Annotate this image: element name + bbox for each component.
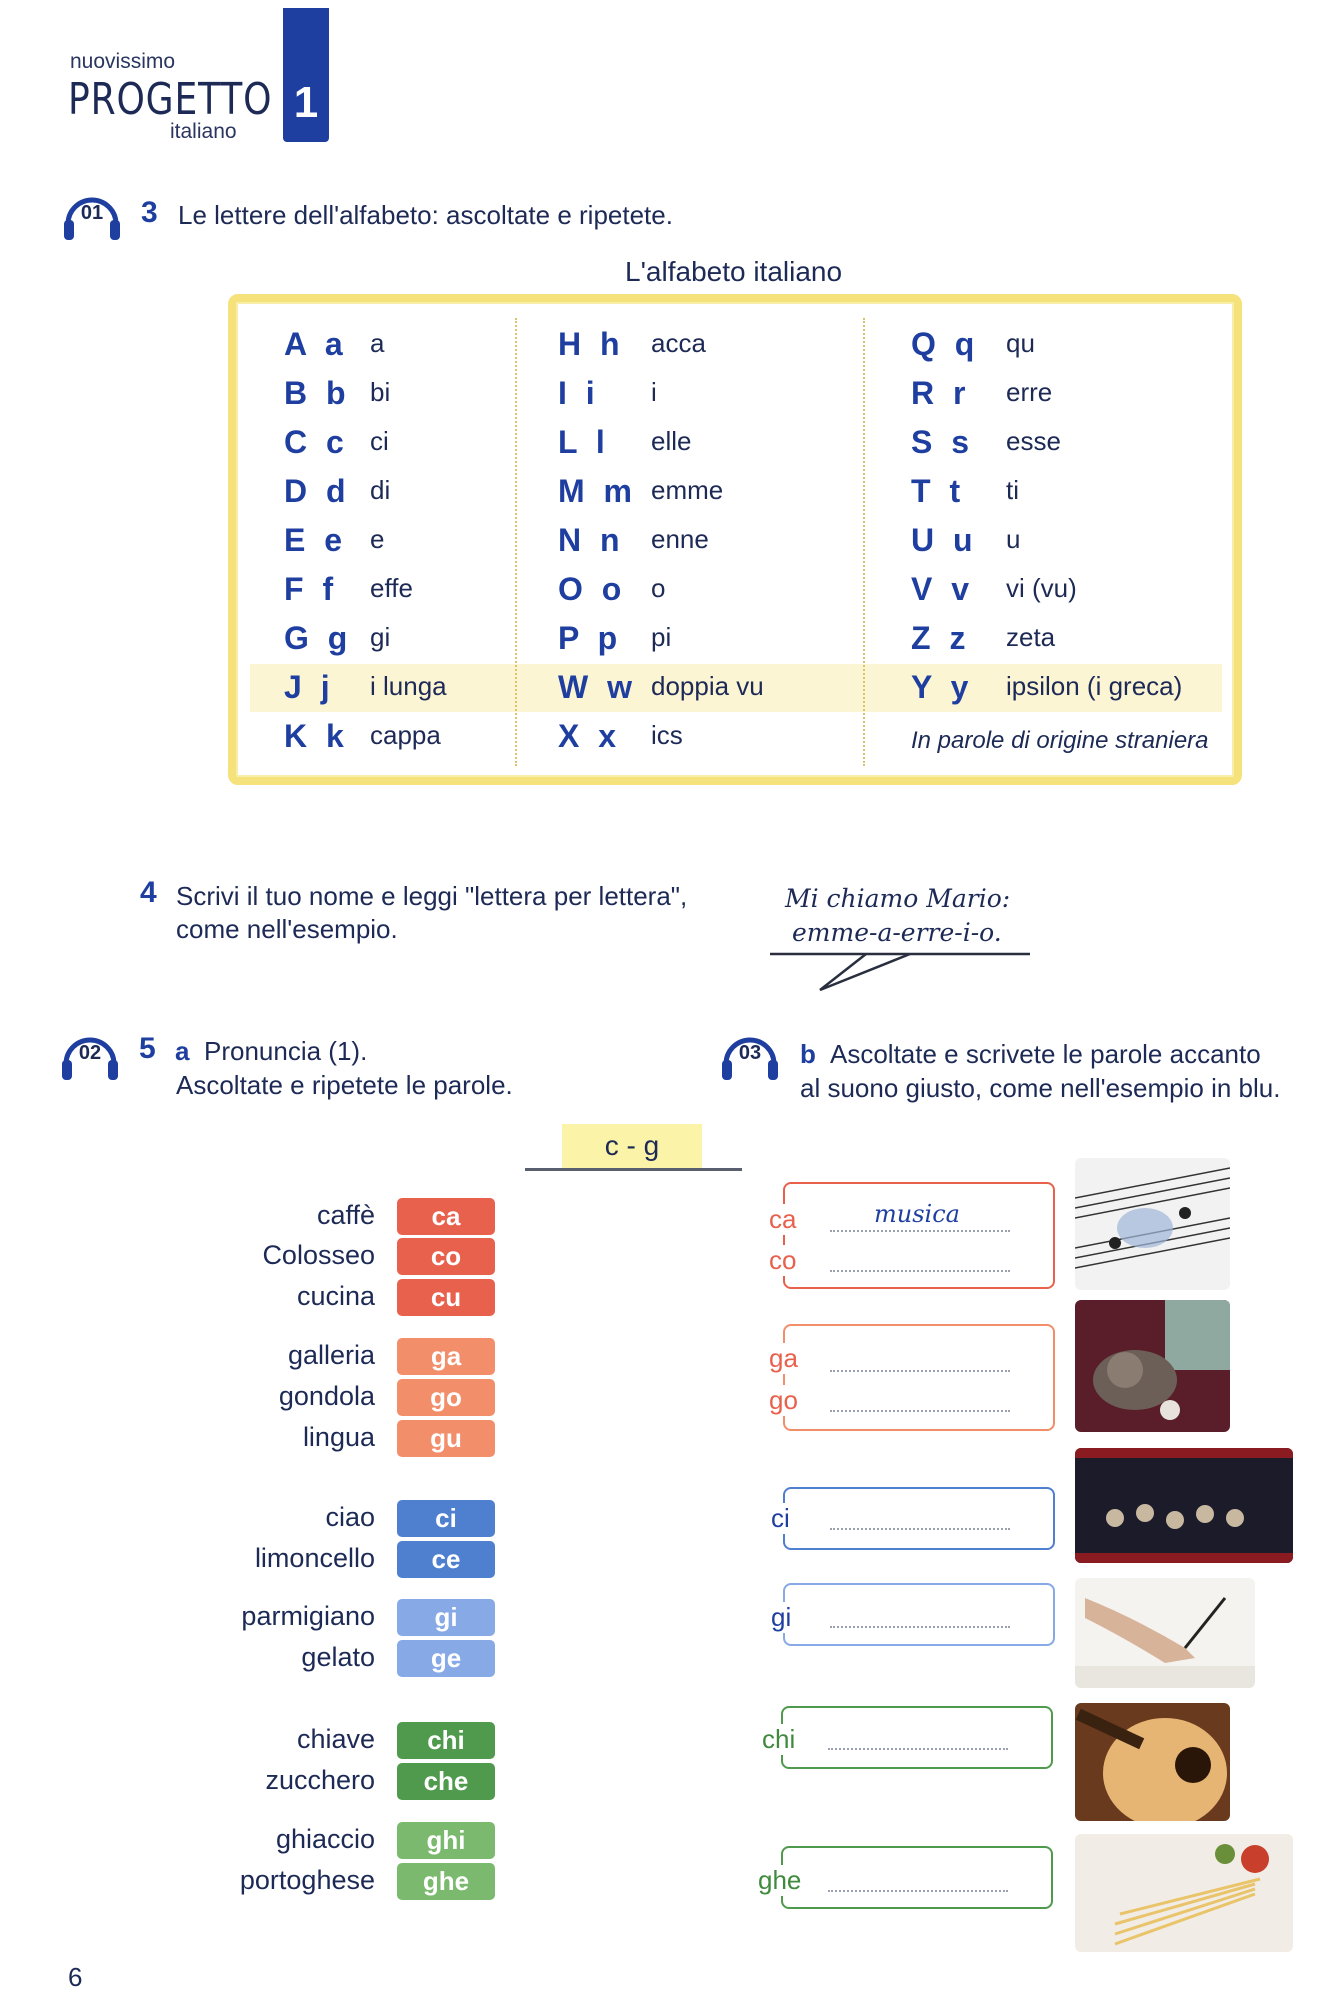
letter-name: o [651,573,666,603]
letter-name: esse [1006,426,1061,456]
letter-name: pi [651,622,672,652]
word: ghiaccio [275,1824,375,1854]
letter-name: i lunga [370,671,447,701]
theatre-photo [1075,1448,1293,1563]
syllable-label: ci [771,1503,790,1533]
hand-writing-photo [1075,1578,1255,1688]
spaghetti-photo [1075,1834,1293,1952]
answer-box [783,1324,1055,1431]
answer-box [781,1706,1053,1769]
syllable-chip: chi [397,1722,495,1759]
letter: Q q [911,326,980,362]
letter: F f [284,571,339,607]
letter-name: u [1006,524,1021,554]
letter: E e [284,522,348,558]
letter: W w [558,669,637,705]
letter-name: vi (vu) [1006,573,1077,603]
syllable-chip: ga [397,1338,495,1375]
letter: A a [284,326,348,362]
letter-name: emme [651,475,724,505]
syllable-label: ghe [758,1865,802,1895]
letter: I i [558,375,600,411]
syllable-label: gi [771,1602,792,1632]
syllable-chip: cu [397,1279,495,1316]
syllable-chip: ge [397,1640,495,1677]
letter: R r [911,375,971,411]
answer-line[interactable] [830,1626,1010,1628]
answer-line[interactable] [830,1370,1010,1372]
letter: S s [911,424,975,460]
letter: P p [558,620,623,656]
track-number: 02 [78,1042,102,1064]
column-divider [863,318,865,766]
speech-bubble-line: Mi chiamo Mario: [785,884,1011,913]
letter-name: acca [651,328,706,358]
letter-name: zeta [1006,622,1056,652]
kitten-photo [1075,1300,1230,1432]
letter-name: elle [651,426,692,456]
exercise-instruction-cont: al suono giusto, come nell'esempio in blu. [800,1073,1281,1103]
exercise-instruction: Ascoltate e scrivete le parole accanto [830,1039,1261,1069]
track-number: 03 [738,1042,762,1064]
letter: Z z [911,620,971,656]
letter-name: a [370,328,385,358]
letter: C c [284,424,349,460]
letter-name: i [651,377,657,407]
letter: O o [558,571,627,607]
letter-name: ti [1006,475,1019,505]
answer-box [783,1182,1055,1289]
exercise-number: 3 [141,196,158,229]
word: limoncello [254,1543,375,1573]
letter: Y y [911,669,974,705]
letter: T t [911,473,966,509]
word: caffè [316,1200,375,1230]
sheet-music-photo [1075,1158,1230,1290]
answer-line[interactable] [828,1748,1008,1750]
letter-name: e [370,524,385,554]
answer-line[interactable] [830,1528,1010,1530]
letter-name: erre [1006,377,1053,407]
answer-line[interactable] [830,1410,1010,1412]
logo-small-text: nuovissimo [70,50,176,73]
syllable-chip: gi [397,1599,495,1636]
letter: B b [284,375,351,411]
letter: J j [284,669,335,705]
unit-number-badge: 1 [283,8,329,142]
letter: G g [284,620,353,656]
syllable-label: co [769,1245,797,1275]
letter-name: doppia vu [651,671,764,701]
letter-name: ics [651,720,683,750]
example-answer: musica [874,1200,960,1228]
syllable-chip: ca [397,1198,495,1235]
letter-name: enne [651,524,709,554]
syllable-label: ga [769,1343,798,1373]
letter-name: qu [1006,328,1035,358]
exercise-instruction: Le lettere dell'alfabeto: ascoltate e ripetete. [178,200,673,230]
word: parmigiano [241,1601,375,1631]
exercise-instruction-cont: come nell'esempio. [176,914,398,944]
syllable-chip: ghi [397,1822,495,1859]
word: gelato [301,1642,375,1672]
letter: V v [911,571,975,607]
letter: K k [284,718,349,754]
word: galleria [287,1340,375,1370]
track-number: 01 [80,202,104,224]
sound-label-underline [525,1168,742,1171]
letter: D d [284,473,351,509]
exercise-title: Pronuncia (1). [204,1036,368,1066]
syllable-label: ca [769,1204,797,1234]
word: gondola [278,1381,375,1411]
letter-name: effe [370,573,413,603]
letter: X x [558,718,622,754]
answer-box [783,1583,1055,1646]
syllable-label: go [769,1385,798,1415]
exercise-part-letter: b [800,1039,816,1069]
word: Colosseo [262,1240,375,1270]
foreign-words-note: In parole di origine straniera [911,727,1209,754]
page-number: 6 [68,1962,83,1992]
answer-box [783,1487,1055,1550]
alphabet-title: L'alfabeto italiano [625,256,843,287]
letter: H h [558,326,625,362]
letter-name: di [370,475,391,505]
exercise-instruction: Ascoltate e ripetete le parole. [176,1070,513,1100]
sound-label: c - g [562,1124,702,1168]
logo-title: PROGETTO [68,74,273,125]
word: cucina [296,1281,375,1311]
letter: L l [558,424,610,460]
headphones-icon[interactable] [58,1024,122,1084]
exercise-number: 4 [140,876,157,909]
exercise-instruction: Scrivi il tuo nome e leggi "lettera per lettera", [176,881,688,911]
syllable-chip: ghe [397,1863,495,1900]
letter-name: gi [370,622,391,652]
letter-name: bi [370,377,391,407]
logo-subtitle: italiano [170,120,237,143]
column-divider [515,318,517,766]
syllable-chip: ce [397,1541,495,1578]
word: portoghese [239,1865,375,1895]
syllable-chip: che [397,1763,495,1800]
answer-line[interactable] [828,1890,1008,1892]
syllable-chip: co [397,1238,495,1275]
headphones-icon[interactable] [60,184,124,244]
word: chiave [296,1724,375,1754]
letter-name: ci [370,426,389,456]
answer-line[interactable] [830,1230,1010,1232]
headphones-icon[interactable] [718,1024,782,1084]
answer-line[interactable] [830,1270,1010,1272]
answer-box [781,1846,1053,1909]
letter: U u [911,522,978,558]
word: lingua [302,1422,375,1452]
letter-name: ipsilon (i greca) [1006,671,1183,701]
word: ciao [325,1502,375,1532]
syllable-label: chi [762,1724,796,1754]
letter: M m [558,473,637,509]
speech-bubble-line: emme-a-erre-i-o. [792,918,1002,947]
letter: N n [558,522,625,558]
guitar-photo [1075,1703,1230,1821]
exercise-part-letter: a [175,1036,190,1066]
syllable-chip: ci [397,1500,495,1537]
exercise-number: 5 [139,1032,156,1065]
syllable-chip: go [397,1379,495,1416]
syllable-chip: gu [397,1420,495,1457]
letter-name: cappa [370,720,441,750]
word: zucchero [265,1765,375,1795]
speech-bubble-tail [768,950,1038,996]
